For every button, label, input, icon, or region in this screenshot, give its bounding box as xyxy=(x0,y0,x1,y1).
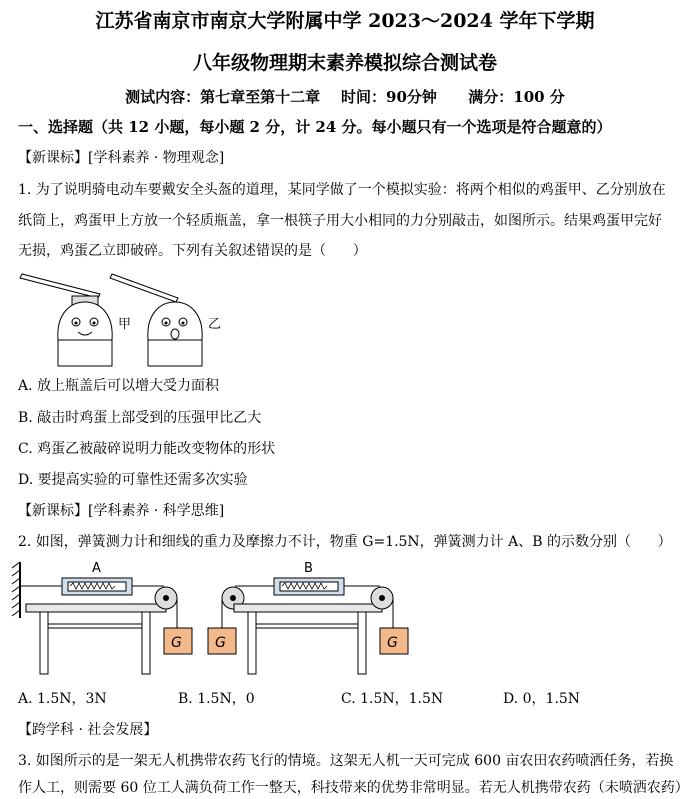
q1-figure-eggs xyxy=(18,270,228,370)
section-heading: 一、选择题（共 12 小题，每小题 2 分，计 24 分。每小题只有一个选项是符合题意的） xyxy=(18,118,612,136)
q1-line1: 1. 为了说明骑电动车要戴安全头盔的道理，某同学做了一个模拟实验：将两个相似的鸡蛋甲、乙分别放在 xyxy=(18,182,666,198)
q1-tag: 【新课标】[学科素养 · 物理观念] xyxy=(18,150,225,166)
q1-line3: 无损，鸡蛋乙立即破碎。下列有关叙述错误的是（ ） xyxy=(18,243,367,259)
scale-a-label: A xyxy=(92,561,101,576)
q1-option-a: A. 放上瓶盖后可以增大受力面积 xyxy=(18,378,220,394)
paper-tube-a xyxy=(58,340,112,366)
egg-a xyxy=(58,302,112,340)
q2-tag: 【新课标】[学科素养 · 科学思维] xyxy=(18,503,225,519)
q1-option-b: B. 敲击时鸡蛋上部受到的压强甲比乙大 xyxy=(18,410,262,426)
q3-tag: 【跨学科 · 社会发展】 xyxy=(18,722,158,738)
q1-option-d: D. 要提高实验的可靠性还需多次实验 xyxy=(18,472,248,488)
q2-option-d: D. 0，1.5N xyxy=(503,691,581,707)
paper-tube-b xyxy=(148,340,202,366)
exam-title-line2: 八年级物理期末素养模拟综合测试卷 xyxy=(192,52,497,74)
egg-b-label: 乙 xyxy=(208,317,222,332)
q3-line1: 3. 如图所示的是一架无人机携带农药飞行的情境。这架无人机一天可完成 600 亩农田农药喷洒任务，若换 xyxy=(18,753,674,769)
egg-a-label: 甲 xyxy=(118,317,132,332)
chopstick-b xyxy=(110,274,178,302)
chopstick-a xyxy=(20,274,100,298)
q1-line2: 纸筒上，鸡蛋甲上方放一个轻质瓶盖，拿一根筷子用大小相同的力分别敲击，如图所示。结果鸡蛋甲完好 xyxy=(18,213,662,229)
q2-option-a: A. 1.5N，3N xyxy=(18,691,107,707)
weight-b-left-label: G xyxy=(215,635,226,651)
q2-option-b: B. 1.5N，0 xyxy=(178,691,255,707)
weight-b-right-label: G xyxy=(387,635,398,651)
q1-option-c: C. 鸡蛋乙被敲碎说明力能改变物体的形状 xyxy=(18,441,276,457)
exam-info: 测试内容：第七章至第十二章 时间：90分钟 满分：100 分 xyxy=(125,88,565,106)
q2-figure-scales xyxy=(12,558,412,680)
table-b-top xyxy=(234,604,382,612)
q2-option-c: C. 1.5N，1.5N xyxy=(341,691,444,707)
weight-a-label: G xyxy=(171,635,182,651)
scale-b-label: B xyxy=(304,561,313,576)
q3-line2: 作人工，则需要 60 位工人满负荷工作一整天，科技带来的优势非常明显。若无人机携带农药（未喷洒农药） xyxy=(18,780,689,796)
exam-title-line1: 江苏省南京市南京大学附属中学 2023～2024 学年下学期 xyxy=(95,10,595,32)
q2-line1: 2. 如图，弹簧测力计和细线的重力及摩擦力不计，物重 G=1.5N，弹簧测力计 A、B 的示数分别（ ） xyxy=(18,534,672,550)
table-a-top xyxy=(26,604,166,612)
